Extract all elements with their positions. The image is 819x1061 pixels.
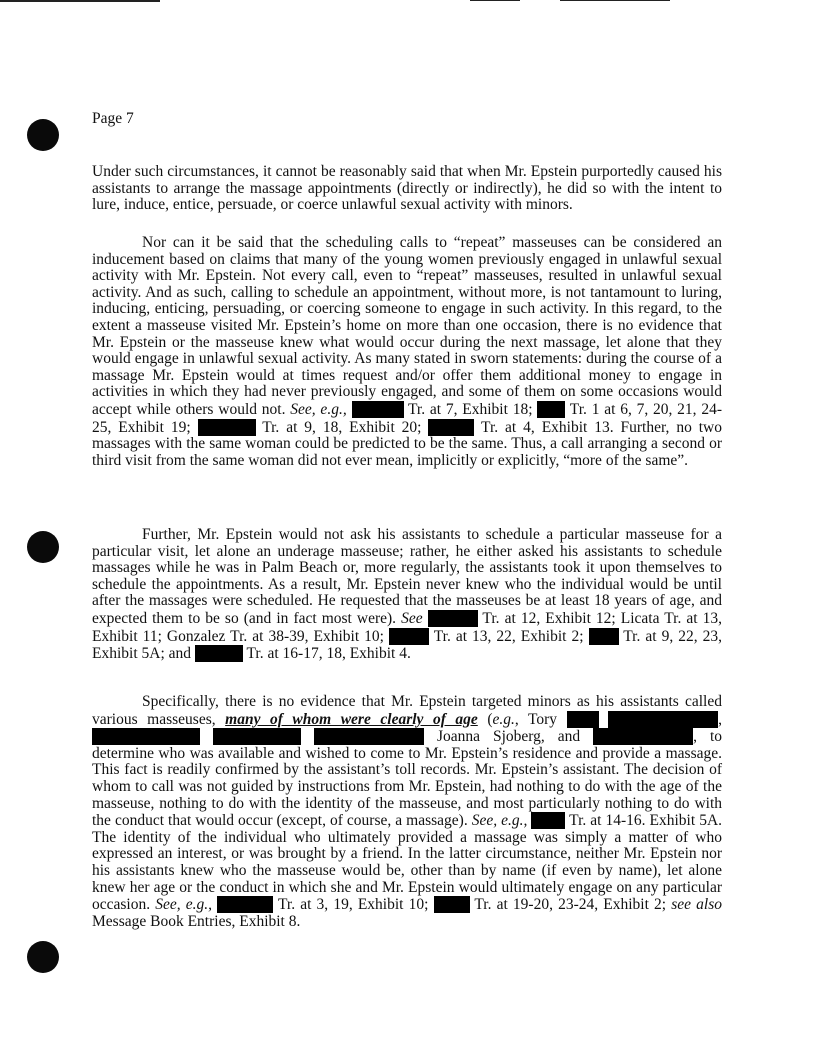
- redaction-block: [198, 419, 256, 436]
- punch-hole: [27, 941, 59, 973]
- citation-signal: e.g.: [492, 710, 515, 728]
- redaction-block: [589, 628, 619, 645]
- text-run: Further, Mr. Epstein would not ask his assistants to schedule a particular masseuse for a particular visit, let alone an underage masseuse; rather, he either asked his assistants to schedule massages while he was in Palm Beach or, more regularly, the assistants took it upon themselves to schedule the appointments. As a result, Mr. Epstein never knew who the individual would be until after the massages were scheduled. He requested that the masseuses be at least 18 years of age, and expected them to be so (and in fact most were).: [92, 526, 722, 627]
- redaction-block: [428, 610, 478, 627]
- redaction-block: [389, 628, 429, 645]
- text-run: Tr. at 14-16. Exhibit 5A. The identity of the individual who ultimately provided a massage was simply a matter of who expressed an interest, or was brought by a friend. In the latter circumstance, neither Mr. Epstein nor his assistants knew who the masseuse would be, other than by name (if even by name), let alone knew her age or the conduct in which she and Mr. Epstein would ultimately engage on any particular occasion.: [92, 812, 723, 914]
- paragraph-2: [92, 235, 722, 469]
- citation-signal: see also: [671, 896, 722, 914]
- redaction-block: [434, 896, 470, 913]
- paragraph-3: [92, 527, 722, 663]
- punch-hole: [27, 119, 59, 151]
- redaction-block: [92, 728, 200, 745]
- redaction-block: [531, 812, 565, 829]
- text-run: Tr. at 9, 22, 23, Exhibit 5A; and: [92, 627, 722, 663]
- paragraph-4: [92, 694, 722, 930]
- page-number: Page 7: [92, 110, 134, 127]
- citation-signal: See, e.g.,: [290, 400, 347, 418]
- citation-signal: See: [401, 609, 423, 627]
- citation-signal: See, e.g.,: [155, 896, 213, 914]
- text-run: Tr. at 4, Exhibit 13. Further, no two massages with the same woman could be predicted to be the same. Thus, a call arranging a second or third visit from the same woman did not ever mean, implicitly or explicitly, “more of the same”.: [92, 418, 722, 469]
- punch-hole: [27, 531, 59, 563]
- text-run: Tr. at 13, 22, Exhibit 2;: [428, 627, 589, 645]
- text-run: Nor can it be said that the scheduling calls to “repeat” masseuses can be considered an inducement based on claims that many of the young women previously engaged in unlawful sexual activity with Mr. Epstein. Not every call, even to “repeat” masseuses, resulted in unlawful sexual activity. And as such, calling to schedule an appointment, without more, is not tantamount to luring, inducing, enticing, persuading, or coercing someone to engage in such activity. In this regard, to the extent a masseuse visited Mr. Epstein’s home on more than one occasion, there is no evidence that Mr. Epstein or the masseuse knew what would occur during the next massage, let alone that they would engage in unlawful sexual activity. As many stated in sworn statements: during the course of a massage Mr. Epstein would at times request and/or offer them additional money to engage in activities in which they had never previously engaged, and some of them on some occasions would accept while others would not.: [92, 234, 722, 418]
- redaction-block: [567, 711, 599, 728]
- text-run: Tr. at 12, Exhibit 12; Licata Tr. at 13, Exhibit 11; Gonzalez Tr. at 38-39, Exhibit 10;: [92, 609, 723, 645]
- text-run: Message Book Entries, Exhibit 8.: [92, 912, 301, 930]
- text-run: Tr. 1 at 6, 7, 20, 21, 24-25, Exhibit 19;: [92, 400, 723, 436]
- redaction-block: [217, 896, 273, 913]
- text-run: Tr. at 7, Exhibit 18;: [403, 400, 538, 418]
- text-run: Tr. at 19-20, 23-24, Exhibit 2;: [469, 896, 672, 914]
- paragraph-1: [92, 164, 722, 214]
- scan-edge-line: [560, 0, 670, 1]
- text-run: , Tory: [514, 710, 567, 728]
- redaction-block: [608, 711, 718, 728]
- redaction-block: [213, 728, 301, 745]
- redaction-block: [428, 419, 474, 436]
- scan-edge-line: [0, 0, 160, 2]
- redaction-block: [195, 645, 243, 662]
- redaction-block: [352, 401, 404, 418]
- citation-signal: See, e.g.,: [471, 812, 528, 830]
- text-run: (: [477, 710, 493, 728]
- redaction-block: [314, 728, 424, 745]
- paragraph-text: Under such circumstances, it cannot be reasonably said that when Mr. Epstein purportedly caused his assistants to arrange the massage appointments (directly or indirectly), he did so with the intent to lure, induce, entice, persuade, or coerce unlawful sexual activity with minors.: [92, 163, 722, 214]
- text-run: Tr. at 9, 18, Exhibit 20;: [255, 418, 429, 436]
- redaction-block: [537, 401, 565, 418]
- text-run: Joanna Sjoberg, and: [423, 728, 594, 746]
- text-run: Tr. at 16-17, 18, Exhibit 4.: [242, 645, 411, 663]
- emphasized-text: many of whom were clearly of age: [225, 710, 478, 728]
- text-run: Specifically, there is no evidence that Mr. Epstein targeted minors as his assistants called various masseuses,: [92, 693, 722, 728]
- text-run: Tr. at 3, 19, Exhibit 10;: [273, 896, 434, 914]
- text-run: , to determine who was available and wished to come to Mr. Epstein’s residence and provide a massage. This fact is readily confirmed by the assistant’s toll records. Mr. Epstein’s assistant. The decision of whom to call was not guided by instructions from Mr. Epstein, had nothing to do with the age of the masseuse, nothing to do with the identity of the masseuse, and most particularly nothing to do with the conduct that would occur (except, of course, a massage).: [92, 728, 723, 830]
- redaction-block: [593, 728, 693, 745]
- text-run: ,: [718, 710, 722, 728]
- scan-edge-line: [470, 0, 520, 1]
